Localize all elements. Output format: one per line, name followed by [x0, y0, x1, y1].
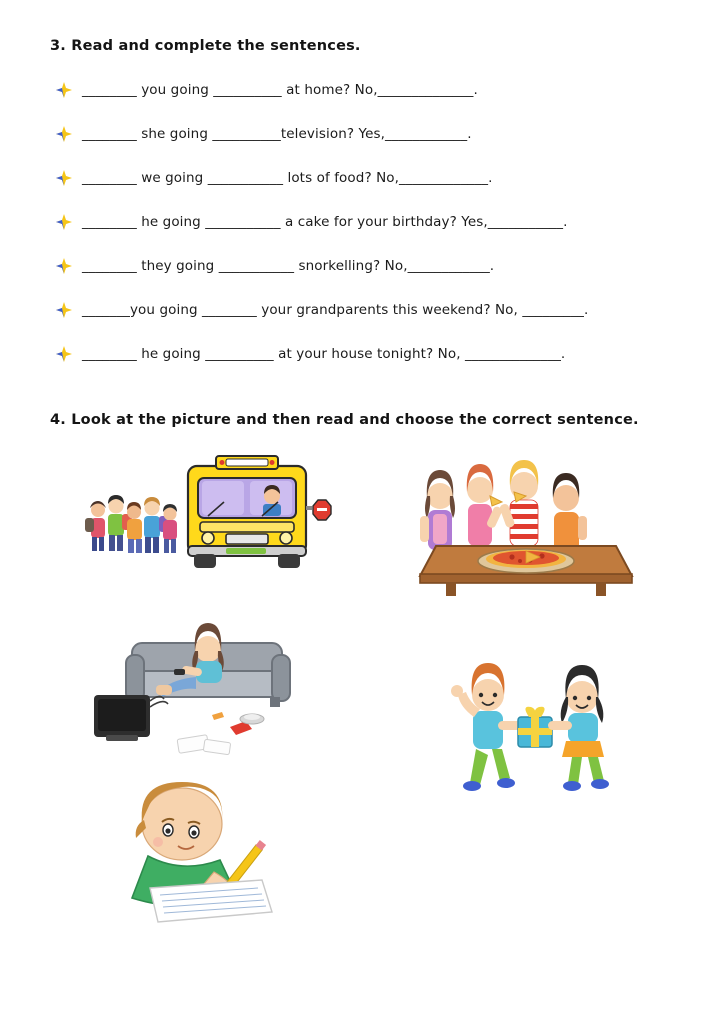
star-bullet-icon: [56, 126, 72, 142]
exercise-3-sentence-list: [46, 68, 680, 376]
sentence-text: ________ he going ___________ a cake for your birthday? Yes,___________.: [82, 213, 568, 230]
star-bullet-icon: [56, 82, 72, 98]
doing-homework-picture: [86, 780, 321, 925]
sentence-text: ________ he going __________ at your house tonight? No, ______________.: [82, 345, 566, 362]
star-bullet-icon: [56, 214, 72, 230]
list-item: [46, 112, 680, 156]
exercise-4-picture-grid: [46, 440, 680, 980]
exercise-3-heading: 3. Read and complete the sentences.: [50, 38, 361, 54]
sentence-text: ________ you going __________ at home? No,______________.: [82, 81, 478, 98]
sentence-text: ________ we going ___________ lots of food? No,_____________.: [82, 169, 493, 186]
list-item: [46, 156, 680, 200]
sentence-text: _______you going ________ your grandparents this weekend? No, _________.: [82, 301, 589, 318]
star-bullet-icon: [56, 346, 72, 362]
school-bus-picture: [76, 448, 326, 583]
sentence-text: ________ they going ___________ snorkelling? No,____________.: [82, 257, 495, 274]
sentence-text: ________ she going __________television? Yes,____________.: [82, 125, 472, 142]
list-item: [46, 200, 680, 244]
watching-tv-picture: [86, 615, 316, 760]
list-item: [46, 68, 680, 112]
star-bullet-icon: [56, 258, 72, 274]
pizza-party-picture: [406, 462, 646, 597]
list-item: [46, 244, 680, 288]
list-item: [46, 288, 680, 332]
exercise-4-heading: 4. Look at the picture and then read and choose the correct sentence.: [50, 412, 639, 428]
giving-present-picture: [426, 665, 646, 795]
star-bullet-icon: [56, 170, 72, 186]
list-item: [46, 332, 680, 376]
star-bullet-icon: [56, 302, 72, 318]
